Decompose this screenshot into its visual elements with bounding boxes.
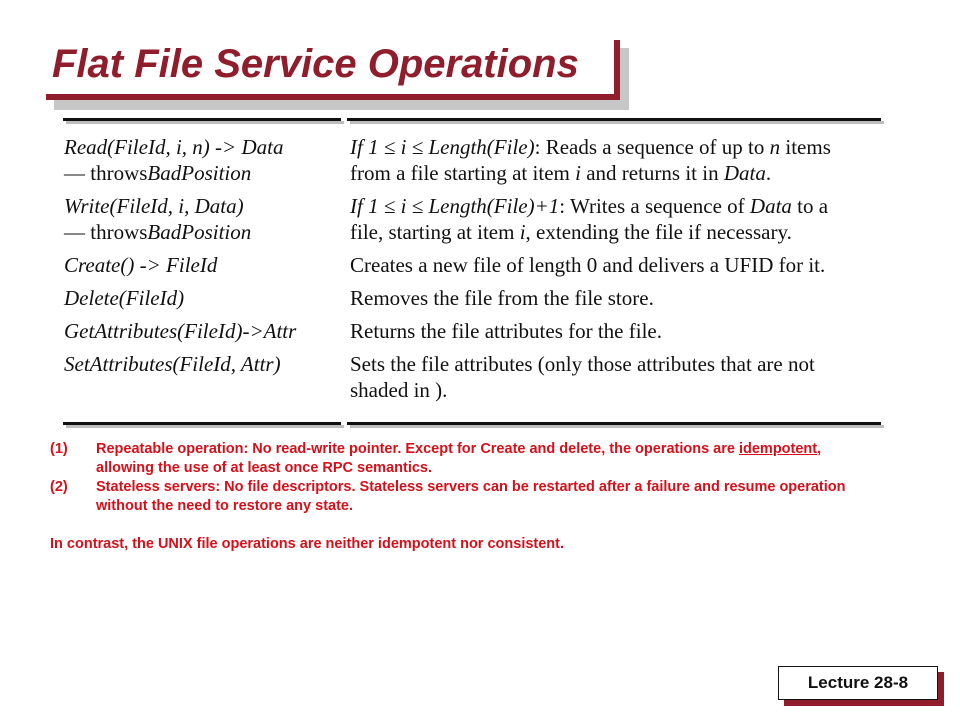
operation-signature: Read(FileId, i, n) -> Data — throwsBadPosition bbox=[64, 135, 284, 185]
operation-description: Removes the file from the file store. bbox=[350, 286, 654, 310]
idempotent-term: idempotent bbox=[738, 441, 818, 457]
footnote-1 bbox=[50, 440, 850, 478]
table-top-rule-right bbox=[347, 118, 881, 121]
operation-signature: Delete(FileId) bbox=[64, 286, 185, 310]
table-top-rule-left bbox=[63, 118, 341, 121]
operations-table bbox=[64, 134, 940, 410]
table-bottom-rule-right bbox=[347, 422, 881, 425]
operation-description: Returns the file attributes for the file. bbox=[350, 319, 662, 343]
table-row-delete bbox=[64, 285, 940, 311]
table-bottom-rule-left bbox=[63, 422, 341, 425]
lecture-label-box bbox=[778, 666, 944, 706]
footnote-text: Stateless servers: No file descriptors. Stateless servers can be restarted after a failure and resume operation without the need to restore any state. bbox=[96, 479, 846, 514]
table-bottom-rule-shadow-left bbox=[66, 425, 344, 428]
slide-title-box bbox=[46, 40, 621, 102]
operation-description: Creates a new file of length 0 and delivers a UFID for it. bbox=[350, 253, 826, 277]
table-row-getattributes bbox=[64, 318, 940, 344]
table-bottom-rule-shadow-right bbox=[350, 425, 884, 428]
operation-signature: Create() -> FileId bbox=[64, 253, 218, 277]
slide-title: Flat File Service Operations bbox=[52, 42, 579, 86]
operation-description: If 1 ≤ i ≤ Length(File): Reads a sequence of up to n items from a file starting at item i and returns it in Data. bbox=[350, 135, 831, 185]
contrast-note: In contrast, the UNIX file operations are neither idempotent nor consistent. bbox=[50, 536, 565, 552]
footnote-2 bbox=[50, 478, 850, 516]
table-row-read bbox=[64, 134, 940, 186]
footnotes bbox=[50, 440, 850, 554]
operation-signature: GetAttributes(FileId)->Attr bbox=[64, 319, 297, 343]
title-frame bbox=[46, 40, 620, 100]
operation-signature: SetAttributes(FileId, Attr) bbox=[64, 352, 281, 376]
lecture-label: Lecture 28-8 bbox=[778, 666, 938, 700]
footnote-number: (2) bbox=[50, 479, 68, 495]
table-row-setattributes bbox=[64, 351, 940, 403]
operation-description: If 1 ≤ i ≤ Length(File)+1: Writes a sequence of Data to a file, starting at item i, extending the file if necessary. bbox=[350, 194, 829, 244]
operation-description: Sets the file attributes (only those attributes that are not shaded in ). bbox=[350, 352, 815, 402]
footnote-text: Repeatable operation: No read-write pointer. Except for Create and delete, the operations are idempotent, allowing the use of at least once RPC semantics. bbox=[96, 441, 822, 476]
table-top-rule-shadow-right bbox=[350, 121, 884, 124]
table-row-create bbox=[64, 252, 940, 278]
footnote-number: (1) bbox=[50, 441, 68, 457]
table-top-rule-shadow-left bbox=[66, 121, 344, 124]
table-row-write bbox=[64, 193, 940, 245]
operation-signature: Write(FileId, i, Data) — throwsBadPosition bbox=[64, 194, 252, 244]
